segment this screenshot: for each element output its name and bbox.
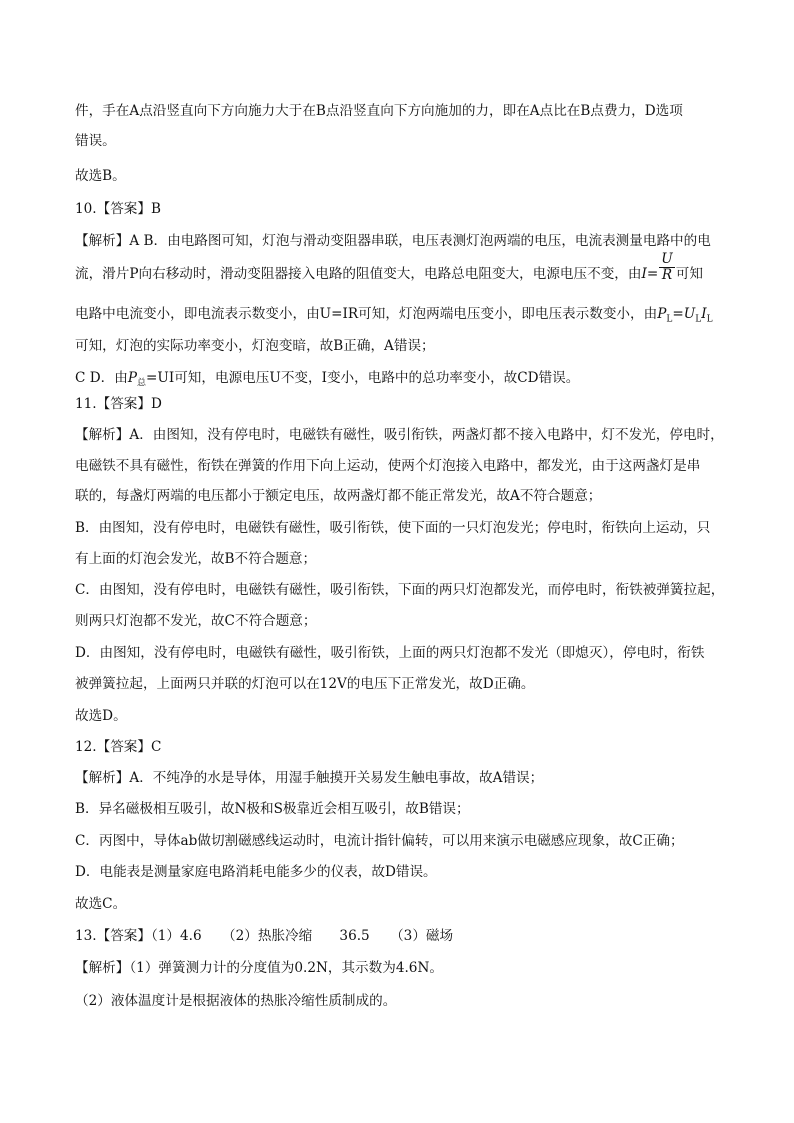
formula-sub: L: [706, 314, 713, 325]
text-line-with-formula: [75, 304, 713, 330]
formula-prefix: I=: [641, 266, 659, 282]
formula-suffix: 可知: [675, 266, 703, 282]
fraction-denominator: R: [661, 267, 673, 283]
text-line: 故选D。: [75, 708, 127, 724]
text-line: （2）液体温度计是根据液体的热胀冷缩性质制成的。: [75, 993, 397, 1009]
fraction-numerator: U: [661, 251, 673, 267]
text-line-with-formula: [75, 251, 703, 284]
formula-sub: L: [695, 314, 702, 325]
text-line: D．电能表是测量家庭电路消耗电能多少的仪表，故D错误。: [75, 864, 437, 880]
formula-I: I: [701, 306, 707, 322]
text-line: 故选C。: [75, 896, 127, 912]
text-segment: 流，滑片P向右移动时，滑动变阻器接入电路的阻值变大，电路总电阻变大，电源电压不变，由: [75, 266, 642, 282]
formula-P: P: [657, 306, 667, 322]
text-line: 有上面的灯泡会发光，故B不符合题意；: [75, 551, 317, 567]
text-line: B．由图知，没有停电时，电磁铁有磁性，吸引衔铁，使下面的一只灯泡发光；停电时，衔铁向上运动，只: [75, 520, 711, 536]
text-line: 故选B。: [75, 168, 126, 184]
text-line: 11.【答案】D: [75, 396, 162, 412]
text-segment: 电路中电流变小，即电流表示数变小，由U=IR可知，灯泡两端电压变小，即电压表示数变小，由: [75, 306, 658, 322]
fraction: [659, 252, 674, 283]
text-line: 电磁铁不具有磁性，衔铁在弹簧的作用下向上运动，使两个灯泡接入电路中，都发光，由于这两盏灯是串: [75, 458, 701, 474]
formula-P: P: [127, 370, 137, 386]
text-line: 10.【答案】B: [75, 201, 161, 217]
text-line: 联的，每盏灯两端的电压都小于额定电压，故两盏灯都不能正常发光，故A不符合题意；: [75, 488, 602, 504]
text-line: 【解析】（1）弹簧测力计的分度值为0.2N，其示数为4.6N。: [75, 960, 443, 976]
text-line: 可知，灯泡的实际功率变小，灯泡变暗，故B正确，A错误；: [75, 338, 435, 354]
text-line: B．异名磁极相互吸引，故N极和S极靠近会相互吸引，故B错误；: [75, 801, 470, 817]
text-line: 被弹簧拉起，上面两只并联的灯泡可以在12V的电压下正常发光，故D正确。: [75, 676, 535, 692]
text-line: C．由图知，没有停电时，电磁铁有磁性，吸引衔铁，下面的两只灯泡都发光，而停电时，衔铁被弹簧拉起，: [75, 582, 725, 598]
text-line: C．丙图中，导体ab做切割磁感线运动时，电流计指针偏转，可以用来演示电磁感应现象，故C正确；: [75, 833, 684, 849]
text-line: 件，手在A点沿竖直向下方向施力大于在B点沿竖直向下方向施加的力，即在A点比在B点费力，D选项: [75, 103, 683, 119]
formula-sub: 总: [136, 378, 146, 389]
text-line: 【解析】A．由图知，没有停电时，电磁铁有磁性，吸引衔铁，两盏灯都不接入电路中，灯不发光，停电时，: [75, 427, 724, 443]
text-line: 【解析】A B．由电路图可知，灯泡与滑动变阻器串联，电压表测灯泡两端的电压，电流表测量电路中的电: [75, 233, 711, 249]
formula-sub: L: [666, 314, 673, 325]
text-segment: =UI可知，电源电压U不变，I变小，电路中的总功率变小，故CD错误。: [145, 370, 580, 386]
text-line: 则两只灯泡都不发光，故C不符合题意；: [75, 613, 317, 629]
text-line: 错误。: [75, 133, 116, 149]
text-line: D．由图知，没有停电时，电磁铁有磁性，吸引衔铁，上面的两只灯泡都不发光（即熄灭），停电时，衔铁: [75, 645, 705, 661]
text-line: 12.【答案】C: [75, 739, 162, 755]
text-line: 13.【答案】（1）4.6 （2）热胀冷缩 36.5 （3）磁场: [75, 928, 454, 944]
formula-eq: =U: [672, 306, 696, 322]
text-line-with-formula: [75, 368, 579, 394]
text-line: 【解析】A．不纯净的水是导体，用湿手触摸开关易发生触电事故，故A错误；: [75, 770, 544, 786]
text-segment: C D．由: [75, 370, 128, 386]
